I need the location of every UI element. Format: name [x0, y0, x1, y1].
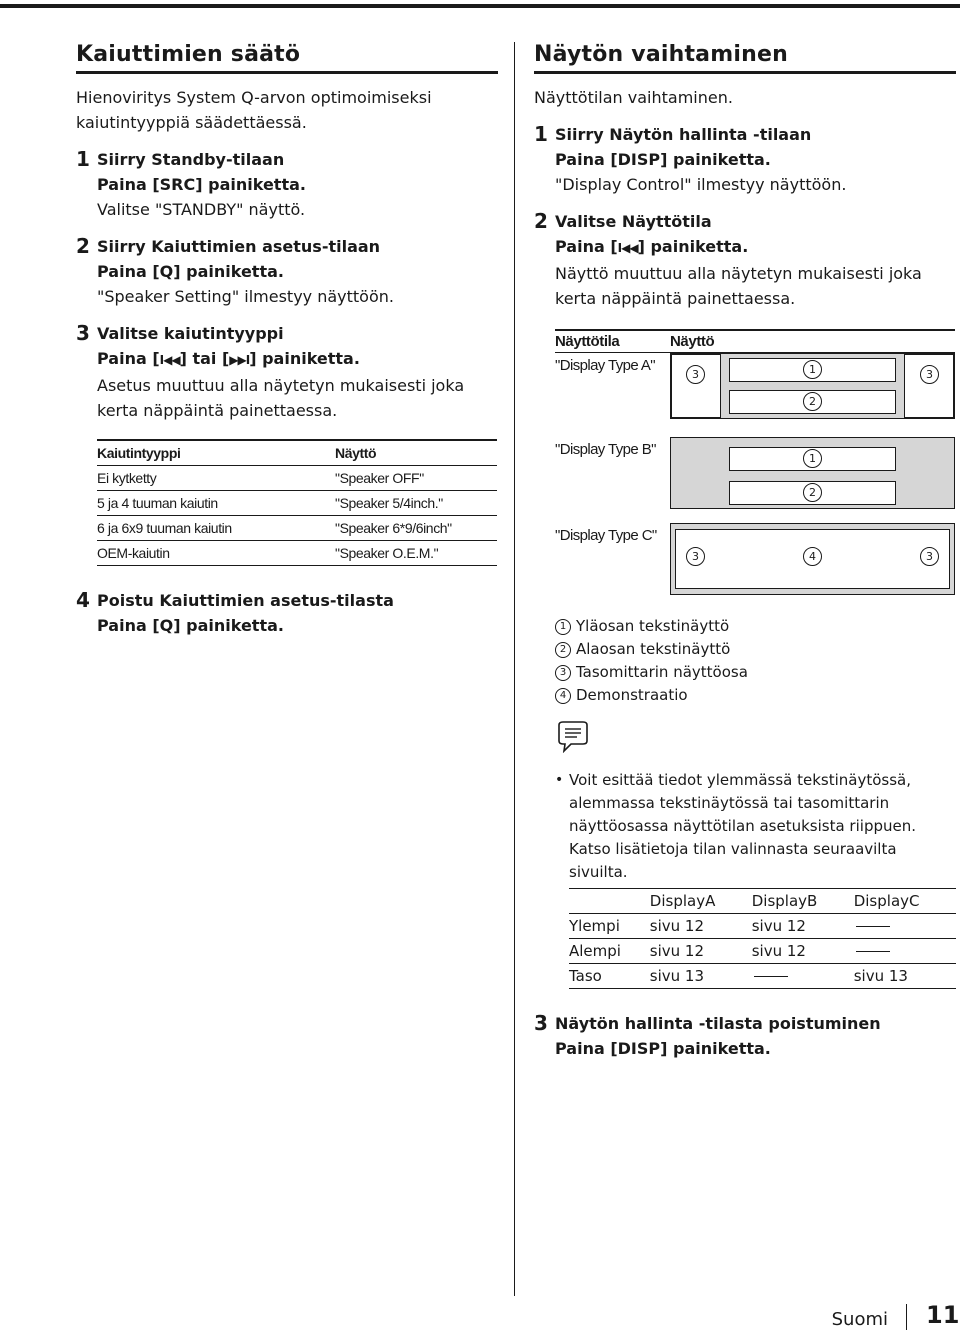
marker-2: 2 [803, 483, 822, 502]
page-footer [800, 1300, 960, 1333]
table-cell: sivu 12 [752, 914, 854, 939]
marker-1: 1 [803, 360, 822, 379]
not-applicable-dash [856, 951, 890, 952]
display-mode-diagram [555, 329, 955, 597]
step-action [97, 346, 498, 373]
marker-3: 3 [920, 547, 939, 566]
intro-text: Näyttötilan vaihtaminen. [534, 88, 733, 107]
marker-icon: 4 [555, 688, 571, 704]
action-text: ] painiketta. [249, 349, 360, 368]
step-title: Siirry Standby-tilaan [97, 150, 285, 169]
legend-item [555, 661, 956, 684]
step-number: 3 [76, 321, 90, 345]
table-cell: Ylempi [569, 914, 650, 939]
display-panel-b [670, 437, 955, 509]
step-action: Paina [DISP] painiketta. [555, 1039, 771, 1058]
marker-2: 2 [803, 392, 822, 411]
step-3 [534, 1011, 956, 1061]
marker-icon: 1 [555, 619, 571, 635]
step-title: Valitse Näyttötila [555, 212, 712, 231]
level-meter-area [671, 354, 721, 418]
table-cell: sivu 12 [650, 914, 752, 939]
legend-text: Yläosan tekstinäyttö [576, 617, 730, 635]
display-panel-a [670, 353, 955, 419]
step-action: Paina [Q] painiketta. [97, 615, 284, 635]
step-number: 3 [534, 1011, 548, 1035]
table-cell [854, 914, 956, 939]
table-row [569, 914, 956, 939]
left-column [76, 42, 498, 638]
table-header-row [569, 889, 956, 914]
column-header: DisplayC [854, 889, 956, 914]
intro-text: Hienoviritys System Q-arvon optimoimiseksi kaiutintyyppiä säädettäessä. [76, 88, 432, 132]
step-title: Siirry Kaiuttimien asetus-tilaan [97, 237, 381, 256]
marker-3: 3 [686, 365, 705, 384]
step-3 [76, 321, 498, 423]
legend-item [555, 638, 956, 661]
step-number: 4 [76, 587, 90, 612]
table-cell: sivu 13 [650, 964, 752, 989]
section-title-speaker: Kaiuttimien säätö [76, 42, 498, 74]
step-note: Näyttö muuttuu alla näytetyn mukaisesti joka kerta näppäintä painettaessa. [555, 264, 922, 308]
legend-item [555, 615, 956, 638]
step-title: Näytön hallinta -tilasta poistuminen [555, 1014, 881, 1033]
note-icon [555, 721, 591, 753]
footer-separator [906, 1304, 907, 1330]
table-row [97, 540, 497, 565]
action-text: Paina [ [97, 349, 160, 368]
right-column [534, 42, 956, 1061]
table-header-row [97, 440, 497, 465]
section-title-display: Näytön vaihtaminen [534, 42, 956, 74]
step-title: Poistu Kaiuttimien asetus-tilasta [97, 590, 394, 610]
step-1 [534, 122, 956, 197]
mode-label-b: "Display Type B" [555, 441, 656, 458]
step-note: Valitse "STANDBY" näyttö. [97, 200, 306, 219]
step-number: 1 [534, 122, 548, 146]
mode-label-a: "Display Type A" [555, 357, 655, 374]
step-note: "Speaker Setting" ilmestyy näyttöön. [97, 287, 394, 306]
step-title: Valitse kaiutintyyppi [97, 324, 284, 343]
step-action [555, 234, 956, 261]
step-2 [76, 234, 498, 309]
bullet-dot: • [555, 772, 564, 788]
step-title: Siirry Näytön hallinta -tilaan [555, 125, 812, 144]
column-header: Näyttö [670, 333, 715, 350]
table-cell: 6 ja 6x9 tuuman kaiutin [97, 515, 335, 540]
marker-3: 3 [920, 365, 939, 384]
step-number: 2 [534, 209, 548, 233]
mode-label-c: "Display Type C" [555, 527, 657, 544]
top-rule [0, 4, 960, 8]
step-1 [76, 147, 498, 222]
column-header: Näyttö [335, 440, 497, 465]
not-applicable-dash [754, 976, 788, 977]
level-meter-area [904, 354, 954, 418]
legend [555, 615, 956, 707]
language-label: Suomi [831, 1309, 888, 1330]
table-cell [854, 939, 956, 964]
marker-icon: 3 [555, 665, 571, 681]
marker-1: 1 [803, 449, 822, 468]
table-cell: OEM-kaiutin [97, 540, 335, 565]
marker-icon: 2 [555, 642, 571, 658]
legend-text: Alaosan tekstinäyttö [576, 640, 731, 658]
step-number: 2 [76, 234, 90, 258]
table-cell: Ei kytketty [97, 465, 335, 490]
table-cell: "Speaker O.E.M." [335, 540, 497, 565]
table-cell: "Speaker 5/4inch." [335, 490, 497, 515]
previous-track-icon: I◀◀ [617, 241, 638, 255]
legend-text: Tasomittarin näyttöosa [576, 663, 748, 681]
step-4 [76, 588, 498, 638]
table-cell: "Speaker 6*9/6inch" [335, 515, 497, 540]
step-action: Paina [Q] painiketta. [97, 262, 284, 281]
next-track-icon: ▶▶I [229, 353, 250, 367]
action-text: ] painiketta. [637, 237, 749, 256]
page-reference-table [569, 888, 956, 989]
marker-4: 4 [803, 547, 822, 566]
table-row [97, 515, 497, 540]
column-header: Kaiutintyyppi [97, 440, 335, 465]
step-number: 1 [76, 147, 90, 171]
step-action: Paina [DISP] painiketta. [555, 150, 771, 169]
marker-3: 3 [686, 547, 705, 566]
action-text: Paina [ [555, 237, 618, 256]
table-cell: sivu 13 [854, 964, 956, 989]
table-row [97, 465, 497, 490]
step-note: "Display Control" ilmestyy näyttöön. [555, 175, 847, 194]
table-row [569, 939, 956, 964]
table-cell: "Speaker OFF" [335, 465, 497, 490]
table-cell: 5 ja 4 tuuman kaiutin [97, 490, 335, 515]
action-text: ] tai [ [179, 349, 230, 368]
table-cell: Alempi [569, 939, 650, 964]
table-cell [752, 964, 854, 989]
legend-item [555, 684, 956, 707]
speaker-type-table [97, 439, 497, 566]
column-header [569, 889, 650, 914]
note-text: Voit esittää tiedot ylemmässä tekstinäytössä, alemmassa tekstinäytössä tai tasomittarin näyttöosassa näyttötilan asetuksista riippuen. Katso lisätietoja tilan valinnasta seuraavilta sivuilta. [569, 771, 916, 881]
column-header: DisplayB [752, 889, 854, 914]
table-row [569, 964, 956, 989]
step-action: Paina [SRC] painiketta. [97, 175, 306, 194]
step-2 [534, 209, 956, 311]
column-header: Näyttötila [555, 333, 620, 350]
page-number: 11 [926, 1301, 960, 1329]
legend-text: Demonstraatio [576, 686, 688, 704]
diagram-header [555, 329, 955, 353]
display-panel-c [670, 523, 955, 595]
previous-track-icon: I◀◀ [159, 353, 180, 367]
table-cell: sivu 12 [650, 939, 752, 964]
table-cell: Taso [569, 964, 650, 989]
table-row [97, 490, 497, 515]
column-divider [514, 42, 515, 1296]
column-header: DisplayA [650, 889, 752, 914]
step-note: Asetus muuttuu alla näytetyn mukaisesti joka kerta näppäintä painettaessa. [97, 376, 465, 420]
not-applicable-dash [856, 926, 890, 927]
table-cell: sivu 12 [752, 939, 854, 964]
note-bullet [555, 769, 956, 884]
